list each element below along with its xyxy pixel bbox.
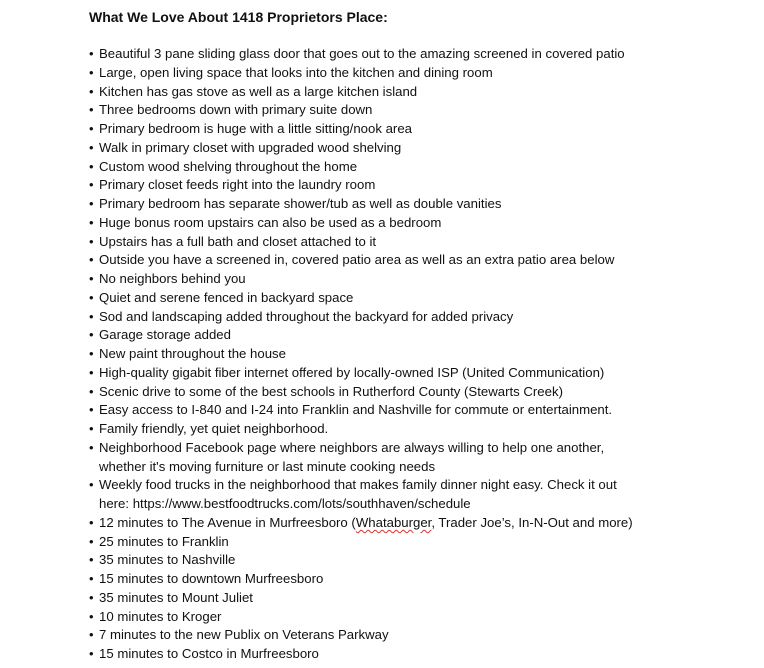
bullet-icon: • xyxy=(89,121,94,136)
bullet-icon: • xyxy=(89,233,94,249)
list-item-text: Custom wood shelving throughout the home xyxy=(99,158,358,174)
bullet-icon: • xyxy=(89,646,94,661)
list-item-facebook xyxy=(89,439,759,477)
bullet-icon: • xyxy=(89,252,94,268)
list-item xyxy=(89,176,759,195)
bullet-icon: • xyxy=(89,308,94,324)
list-item xyxy=(89,270,759,289)
list-item-text: Easy access to I-840 and I-24 into Franklin and Nashville for commute or entertainment. xyxy=(99,402,613,418)
list-item xyxy=(89,345,759,364)
list-item-text: No neighbors behind you xyxy=(99,271,246,286)
bullet-icon: • xyxy=(89,421,94,436)
list-item-distance xyxy=(89,533,759,552)
list-item-text: Large, open living space that looks into the kitchen and dining room xyxy=(99,64,493,80)
list-item-text: Huge bonus room upstairs can also be used as a bedroom xyxy=(99,214,442,230)
bullet-icon: • xyxy=(89,83,94,99)
bullet-icon: • xyxy=(89,552,94,568)
list-item-text: Neighborhood Facebook page where neighbors are always willing to help one another, xyxy=(99,439,605,455)
document-page xyxy=(89,8,759,664)
distance-list xyxy=(89,533,759,664)
list-item-food-trucks xyxy=(89,476,759,514)
list-item-text: Three bedrooms down with primary suite down xyxy=(99,102,373,118)
bullet-icon: • xyxy=(89,477,94,493)
list-item xyxy=(89,139,759,158)
list-item-text: 35 minutes to Mount Juliet xyxy=(99,589,253,605)
list-item-text: 35 minutes to Nashville xyxy=(99,552,236,568)
list-item xyxy=(89,45,759,64)
bullet-icon: • xyxy=(89,177,94,193)
bullet-icon: • xyxy=(89,608,94,624)
bullet-icon: • xyxy=(89,64,94,80)
bullet-icon: • xyxy=(89,439,94,455)
feature-list xyxy=(89,45,759,439)
list-item-text: 25 minutes to Franklin xyxy=(99,533,229,549)
list-item-text: Quiet and serene fenced in backyard space xyxy=(99,289,354,305)
bullet-icon: • xyxy=(89,589,94,605)
list-item xyxy=(89,64,759,83)
list-item-text: Primary closet feeds right into the laundry room xyxy=(99,177,376,193)
list-item-text-continued: whether it's moving furniture or last minute cooking needs xyxy=(99,458,436,474)
bullet-icon: • xyxy=(89,346,94,361)
list-item xyxy=(89,326,759,345)
list-item-distance xyxy=(89,589,759,608)
bullet-icon: • xyxy=(89,402,94,418)
list-item-distance xyxy=(89,608,759,627)
list-item-distance xyxy=(89,551,759,570)
list-item-text: Scenic drive to some of the best schools in Rutherford County (Stewarts Creek) xyxy=(99,383,563,399)
list-item-distance xyxy=(89,645,759,664)
bullet-icon: • xyxy=(89,514,94,530)
list-item-text: Outside you have a screened in, covered patio area as well as an extra patio area below xyxy=(99,252,615,268)
bullet-icon: • xyxy=(89,196,94,211)
bullet-icon: • xyxy=(89,533,94,549)
list-item-text-continued: here: https://www.bestfoodtrucks.com/lots/southhaven/schedule xyxy=(99,496,471,511)
list-item-distance xyxy=(89,626,759,645)
list-item-text: 7 minutes to the new Publix on Veterans Parkway xyxy=(99,627,389,643)
list-item-text: , Trader Joe’s, In-N-Out and more) xyxy=(431,514,633,530)
spellcheck-underlined-word[interactable]: Whataburger xyxy=(355,514,432,530)
list-item xyxy=(89,420,759,439)
list-item-text: High-quality gigabit fiber internet offered by locally-owned ISP (United Communication) xyxy=(99,364,605,380)
bullet-icon: • xyxy=(89,327,94,343)
list-item-text: Beautiful 3 pane sliding glass door that goes out to the amazing screened in covered patio xyxy=(99,46,625,61)
list-item xyxy=(89,101,759,120)
list-item-text: New paint throughout the house xyxy=(99,346,286,361)
bullet-icon: • xyxy=(89,364,94,380)
list-item-text: Weekly food trucks in the neighborhood that makes family dinner night easy. Check it out xyxy=(99,477,617,493)
list-item xyxy=(89,195,759,214)
bullet-icon: • xyxy=(89,214,94,230)
extra-list xyxy=(89,439,759,533)
list-item-text: 15 minutes to Costco in Murfreesboro xyxy=(99,646,319,661)
bullet-icon: • xyxy=(89,289,94,305)
list-item-text: 12 minutes to The Avenue in Murfreesboro ( xyxy=(99,514,356,530)
list-item xyxy=(89,308,759,327)
bullet-icon: • xyxy=(89,139,94,155)
list-item-distance xyxy=(89,570,759,589)
bullet-icon: • xyxy=(89,571,94,586)
list-item xyxy=(89,401,759,420)
list-item-text: Upstairs has a full bath and closet attached to it xyxy=(99,233,377,249)
list-item xyxy=(89,364,759,383)
list-item-text: Walk in primary closet with upgraded wood shelving xyxy=(99,139,402,155)
list-item-text: Primary bedroom has separate shower/tub as well as double vanities xyxy=(99,196,502,211)
list-item xyxy=(89,83,759,102)
list-item xyxy=(89,214,759,233)
list-item-text: 15 minutes to downtown Murfreesboro xyxy=(99,571,324,586)
list-item-text: Family friendly, yet quiet neighborhood. xyxy=(99,421,329,436)
bullet-icon: • xyxy=(89,158,94,174)
list-item-text: Garage storage added xyxy=(99,327,231,343)
document-title: What We Love About 1418 Proprietors Place: xyxy=(89,9,388,25)
list-item xyxy=(89,251,759,270)
bullet-icon: • xyxy=(89,271,94,286)
list-item xyxy=(89,289,759,308)
list-item xyxy=(89,233,759,252)
list-item-avenue xyxy=(89,514,759,533)
list-item-text: Sod and landscaping added throughout the backyard for added privacy xyxy=(99,308,514,324)
list-item xyxy=(89,120,759,139)
bullet-icon: • xyxy=(89,46,94,61)
list-item xyxy=(89,158,759,177)
list-item-text: 10 minutes to Kroger xyxy=(99,608,222,624)
bullet-icon: • xyxy=(89,383,94,399)
bullet-icon: • xyxy=(89,102,94,118)
list-item xyxy=(89,383,759,402)
list-item-text: Primary bedroom is huge with a little sitting/nook area xyxy=(99,121,412,136)
bullet-icon: • xyxy=(89,627,94,643)
list-item-text: Kitchen has gas stove as well as a large kitchen island xyxy=(99,83,418,99)
